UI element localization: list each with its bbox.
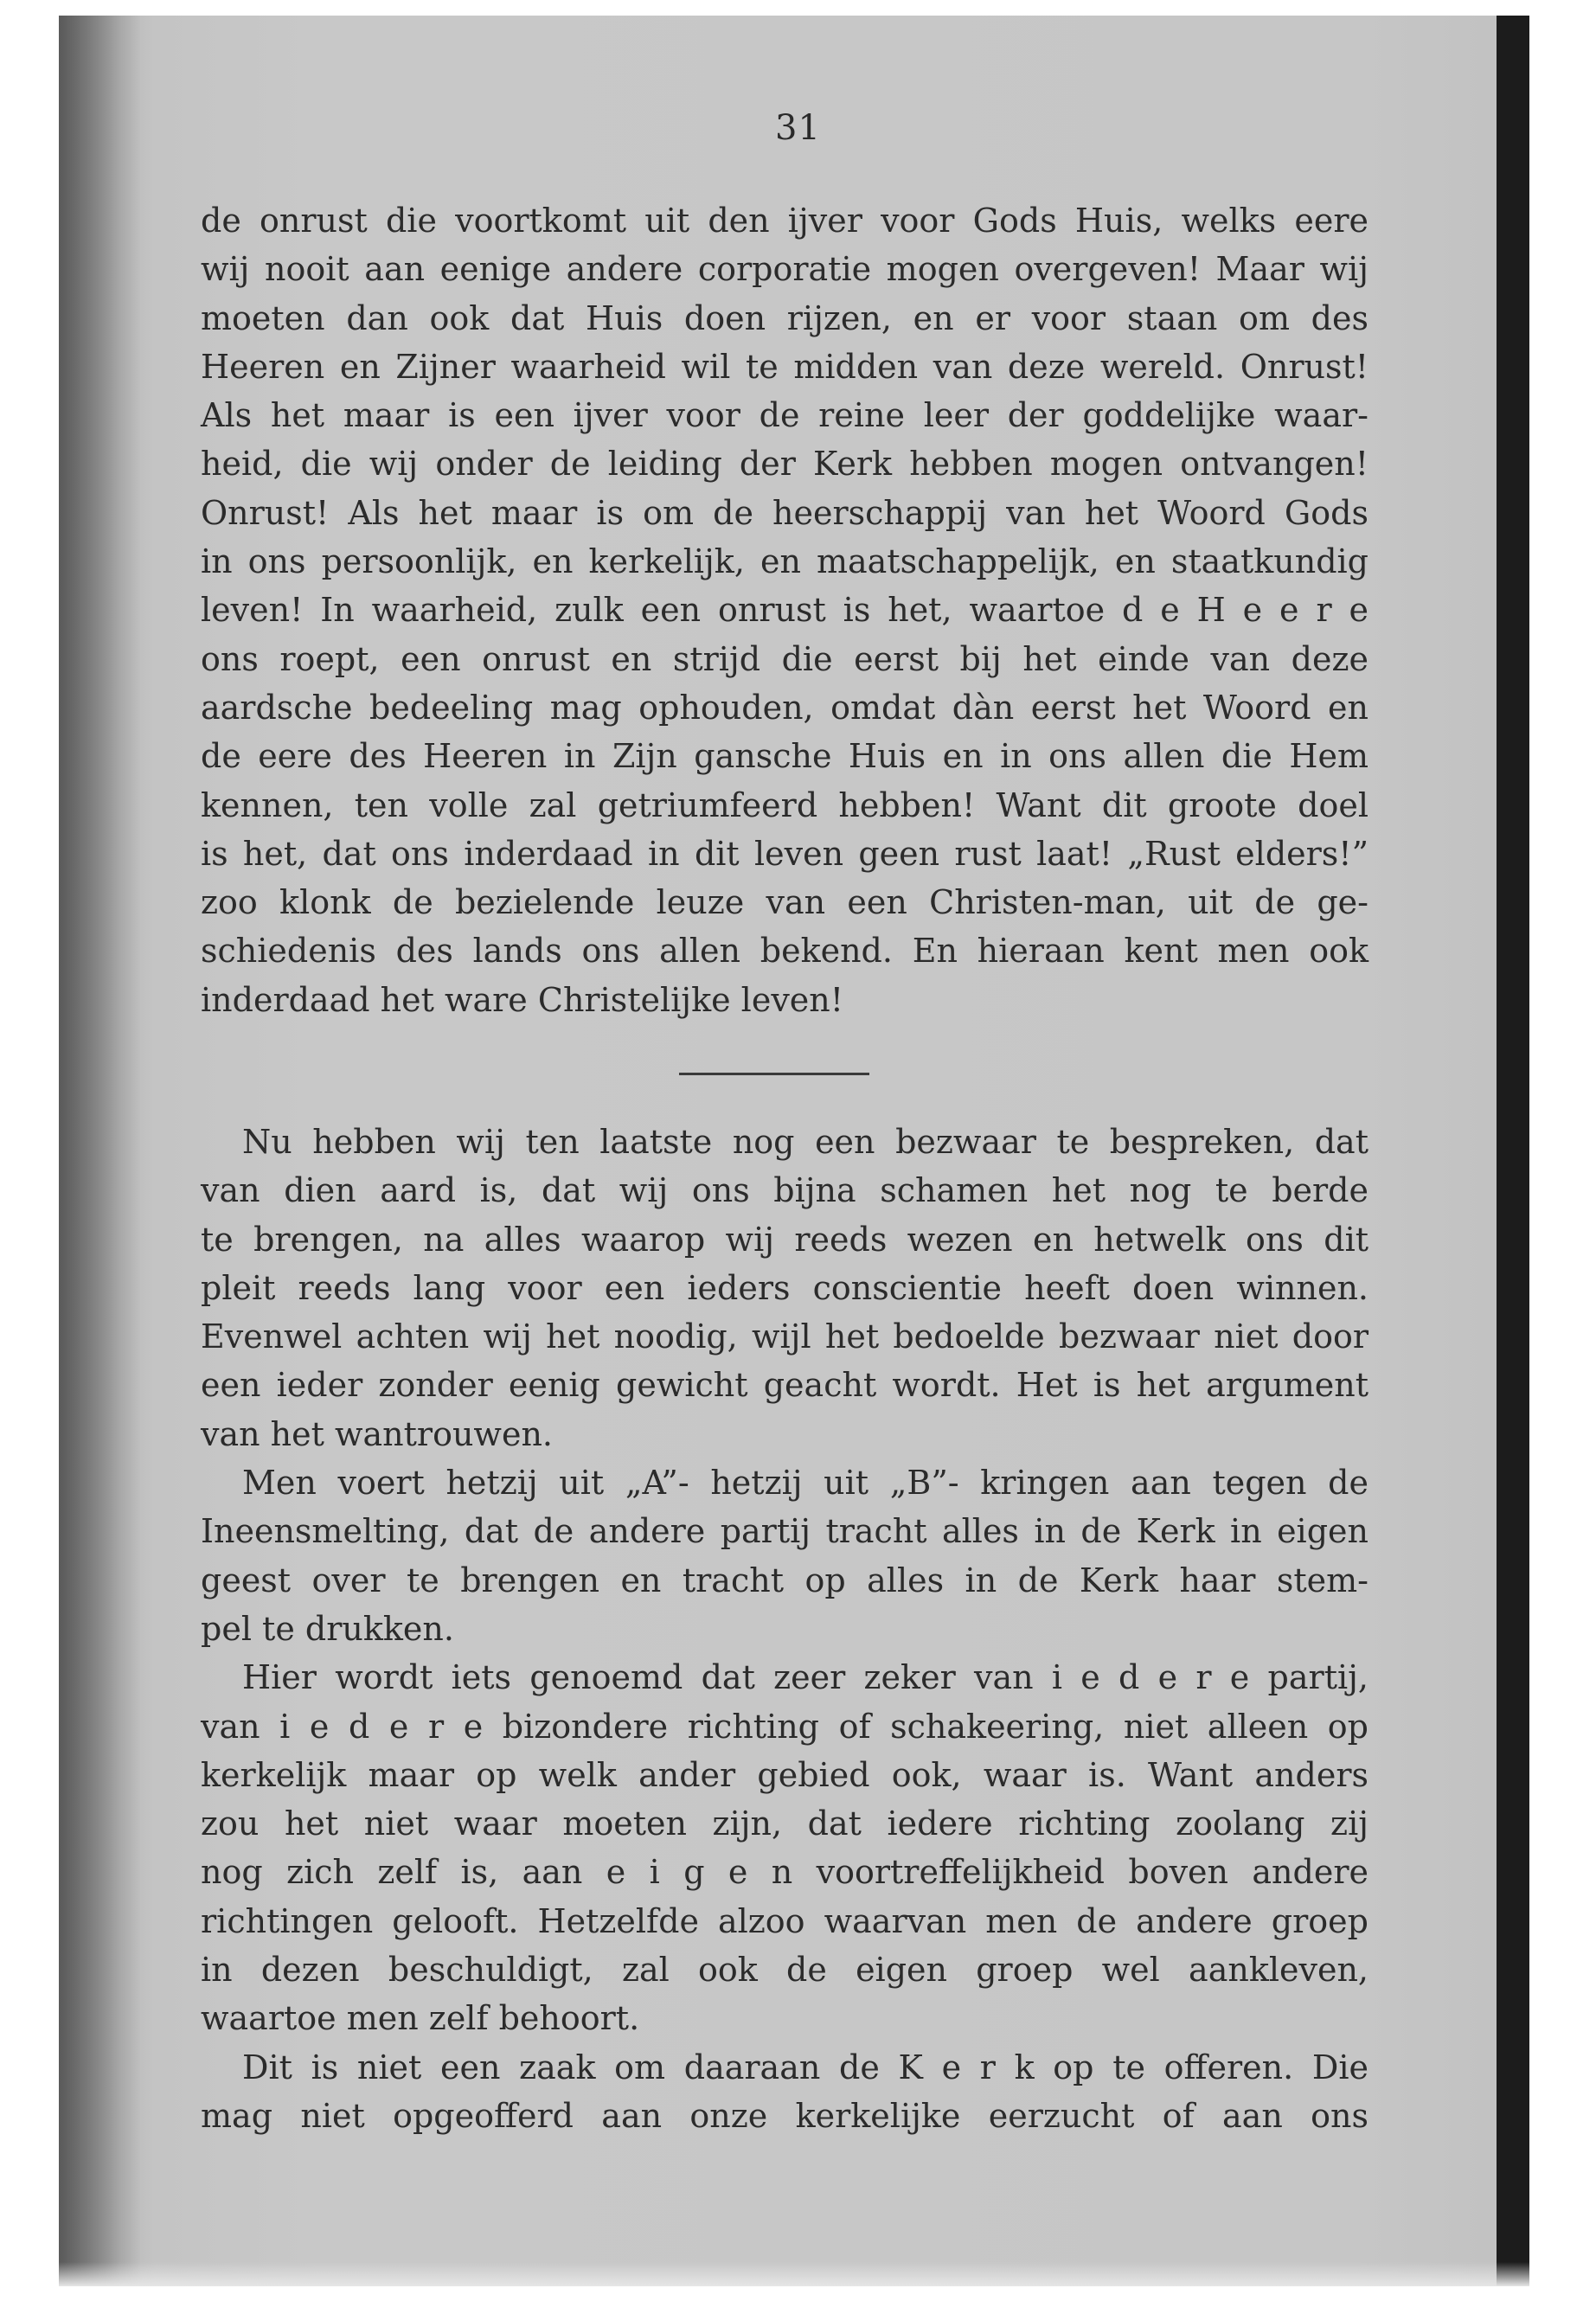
text-line: de eere des Heeren in Zijn gansche Huis en in ons allen die Hem — [201, 737, 1368, 776]
text-line: in dezen beschuldigt, zal ook de eigen groep wel aankleven, — [201, 1951, 1368, 1990]
scan-border-right — [1497, 16, 1529, 2286]
text-line: in ons persoonlijk, en kerkelijk, en maatschappelijk, en staatkundig — [201, 542, 1368, 581]
text-line: is het, dat ons inderdaad in dit leven geen rust laat! „Rust elders!” — [201, 834, 1368, 873]
text-line: Evenwel achten wij het noodig, wijl het bedoelde bezwaar niet door — [201, 1317, 1368, 1356]
text-line: Nu hebben wij ten laatste nog een bezwaar te bespreken, dat — [242, 1123, 1368, 1161]
text-line: mag niet opgeofferd aan onze kerkelijke eerzucht of aan ons — [201, 2096, 1368, 2135]
text-line: moeten dan ook dat Huis doen rijzen, en er voor staan om des — [201, 298, 1368, 337]
scan-border-bottom — [59, 2262, 1529, 2286]
text-line: Ineensmelting, dat de andere partij tracht alles in de Kerk in eigen — [201, 1512, 1368, 1551]
text-line: leven! In waarheid, zulk een onrust is het, waartoe d e H e e r e — [201, 591, 1368, 630]
text-line: nog zich zelf is, aan e i g e n voortreffelijkheid boven andere — [201, 1853, 1368, 1892]
text-line: van het wantrouwen. — [201, 1414, 553, 1453]
text-line: schiedenis des lands ons allen bekend. En hieraan kent men ook — [201, 932, 1368, 971]
text-line: waartoe men zelf behoort. — [201, 1999, 640, 2038]
text-line: te brengen, na alles waarop wij reeds wezen en hetwelk ons dit — [201, 1220, 1368, 1259]
text-line: heid, die wij onder de leiding der Kerk hebben mogen ontvangen! — [201, 445, 1368, 484]
text-line: van i e d e r e bizondere richting of schakeering, niet alleen op — [201, 1707, 1368, 1746]
text-line: zou het niet waar moeten zijn, dat iedere richting zoolang zij — [201, 1804, 1368, 1843]
section-divider — [679, 1073, 869, 1075]
text-line: wij nooit aan eenige andere corporatie mogen overgeven! Maar wij — [201, 250, 1368, 289]
text-line: Als het maar is een ijver voor de reine leer der goddelijke waar- — [201, 396, 1368, 435]
text-line: richtingen gelooft. Hetzelfde alzoo waarvan men de andere groep — [201, 1901, 1368, 1940]
page-number: 31 — [775, 108, 821, 148]
text-line: Heeren en Zijner waarheid wil te midden van deze wereld. Onrust! — [201, 347, 1368, 386]
text-line: pleit reeds lang voor een ieders conscientie heeft doen winnen. — [201, 1268, 1368, 1307]
text-line: ons roept, een onrust en strijd die eerst bij het einde van deze — [201, 639, 1368, 678]
text-line: Men voert hetzij uit „A”- hetzij uit „B”- kringen aan tegen de — [242, 1464, 1368, 1503]
text-line: geest over te brengen en tracht op alles in de Kerk haar stem- — [201, 1561, 1368, 1599]
text-line: inderdaad het ware Christelijke leven! — [201, 980, 844, 1019]
text-line: de onrust die voortkomt uit den ijver voor Gods Huis, welks eere — [201, 202, 1368, 240]
text-line: Dit is niet een zaak om daaraan de K e r k op te offeren. Die — [242, 2048, 1368, 2086]
text-line: van dien aard is, dat wij ons bijna schamen het nog te berde — [201, 1171, 1368, 1210]
text-line: Onrust! Als het maar is om de heerschappij van het Woord Gods — [201, 493, 1368, 532]
text-line: Hier wordt iets genoemd dat zeer zeker van i e d e r e partij, — [242, 1658, 1368, 1697]
paragraph-continuation — [201, 196, 1368, 1024]
text-line: aardsche bedeeling mag ophouden, omdat dàn eerst het Woord en — [201, 688, 1368, 727]
text-line: kennen, ten volle zal getriumfeerd hebben! Want dit groote doel — [201, 785, 1368, 824]
text-line: pel te drukken. — [201, 1609, 454, 1648]
text-line: een ieder zonder eenig gewicht geacht wordt. Het is het argument — [201, 1366, 1368, 1405]
binding-gutter-shadow — [59, 16, 141, 2286]
text-line: kerkelijk maar op welk ander gebied ook, waar is. Want anders — [201, 1755, 1368, 1794]
text-line: zoo klonk de bezielende leuze van een Christen-man, uit de ge- — [201, 883, 1368, 922]
paragraph-section-2 — [201, 1118, 1368, 2140]
